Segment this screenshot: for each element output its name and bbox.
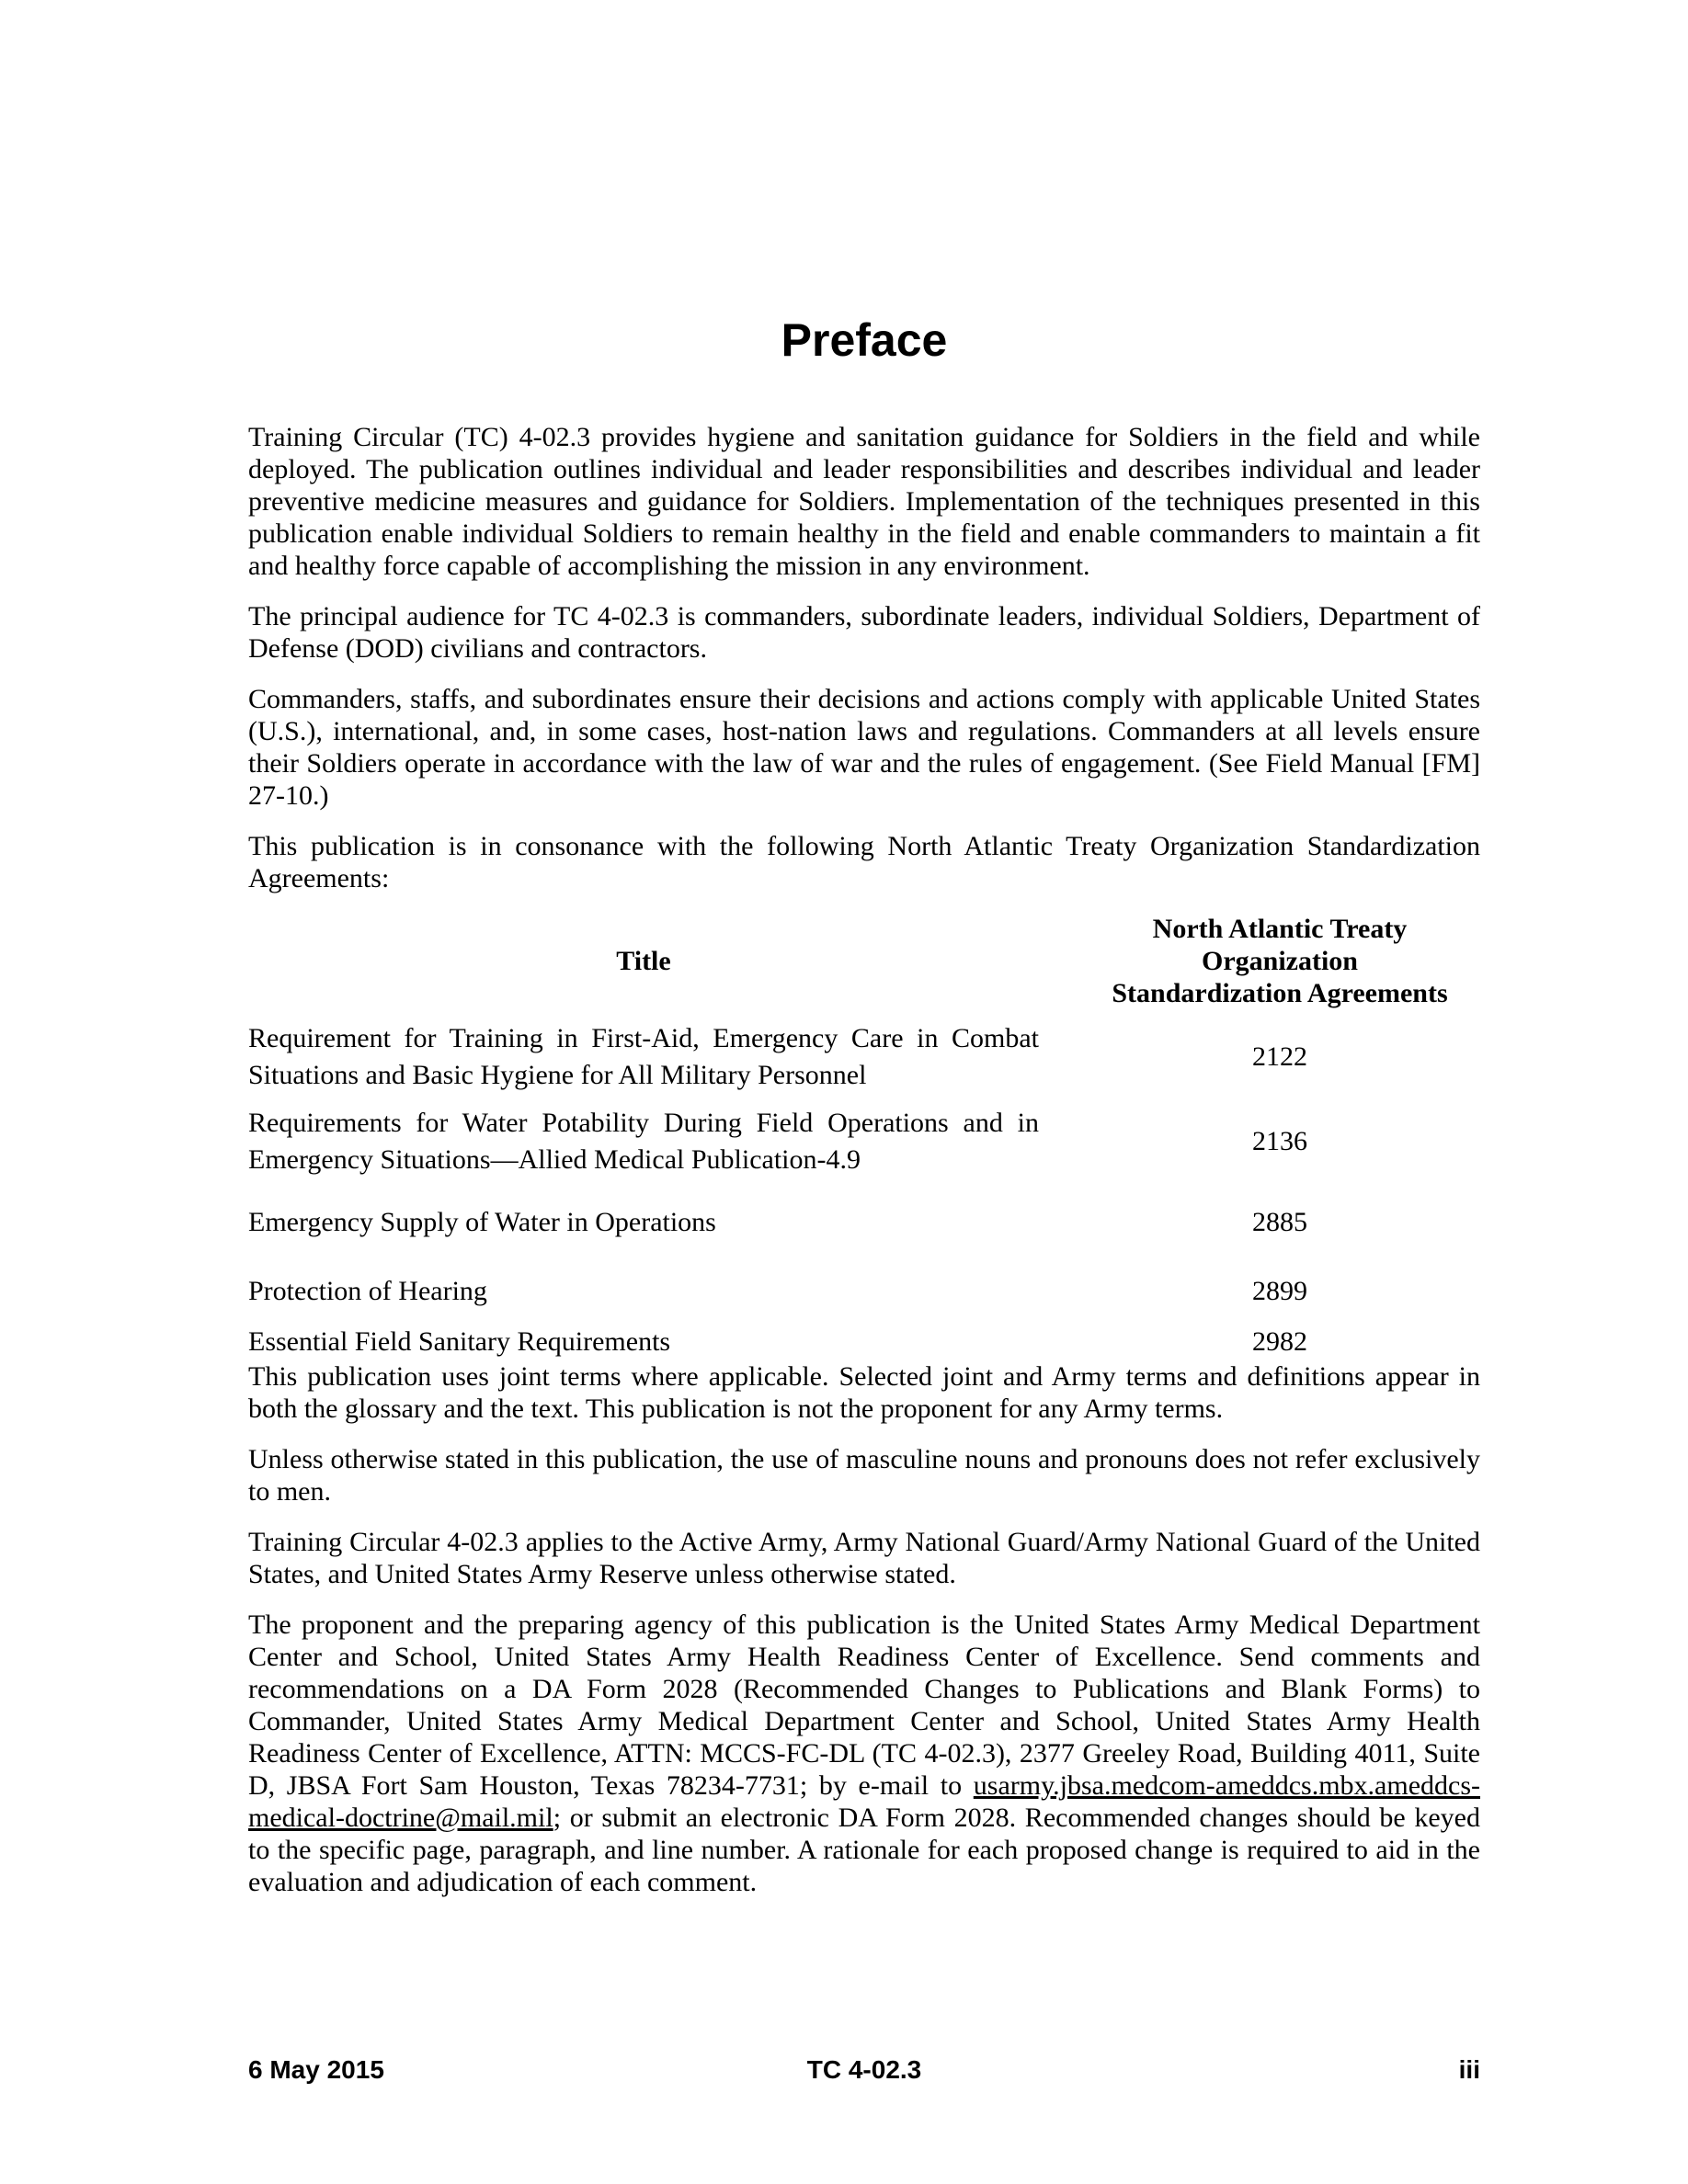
- paragraph-audience: The principal audience for TC 4-02.3 is commanders, subordinate leaders, individual Soldiers, Department of Defense (DOD) civilians and contractors.: [248, 601, 1480, 664]
- stanag-table-header: [248, 913, 1480, 1009]
- row-title: Requirement for Training in First-Aid, Emergency Care in Combat Situations and Basic Hygiene for All Military Personnel: [248, 1023, 1039, 1090]
- row-number: 2136: [1252, 1126, 1307, 1156]
- email-link[interactable]: usarmy.jbsa.medcom-ameddcs.mbx.ameddcs-medical-doctrine@mail.mil: [248, 1770, 1480, 1833]
- paragraph-intro: Training Circular (TC) 4-02.3 provides hygiene and sanitation guidance for Soldiers in the field and while deployed. The publication outlines individual and leader responsibilities and describes individual and leader preventive medicine measures and guidance for Soldiers. Implementation of the techniques presented in this publication enable individual Soldiers to remain healthy in the field and enable commanders to maintain a fit and healthy force capable of accomplishing the mission in any environment.: [248, 422, 1480, 581]
- paragraph-applicability: Training Circular 4-02.3 applies to the Active Army, Army National Guard/Army National Guard of the United States, and United States Army Reserve unless otherwise stated.: [248, 1527, 1480, 1589]
- table-header-nato-line1: North Atlantic Treaty Organization: [1152, 914, 1408, 976]
- row-number: 2122: [1252, 1041, 1307, 1072]
- footer-page-number: iii: [1458, 2055, 1480, 2084]
- table-header-nato: [1039, 913, 1480, 1009]
- proponent-text-before-email: The proponent and the preparing agency of this publication is the United States Army Medical Department Center and School, United States Army Health Readiness Center of Excellence. Send comments and recommendations on a DA Form 2028 (Recommended Changes to Publications and Blank Forms) to Commander, United States Army Medical Department Center and School, United States Army Health Readiness Center of Excellence, ATTN: MCCS-FC-DL (TC 4-02.3), 2377 Greeley Road, Building 4011, Suite D, JBSA Fort Sam Houston, Texas 78234-7731; by e-mail to: [248, 1610, 1480, 1801]
- table-row: [248, 1324, 1480, 1360]
- row-title: Essential Field Sanitary Requirements: [248, 1326, 671, 1357]
- row-title: Emergency Supply of Water in Operations: [248, 1207, 716, 1237]
- row-title: Protection of Hearing: [248, 1276, 487, 1306]
- row-number: 2982: [1252, 1326, 1307, 1357]
- paragraph-proponent: [248, 1609, 1480, 1898]
- stanag-table: [248, 913, 1480, 1360]
- page-content: [248, 0, 1480, 1917]
- paragraph-joint-terms: This publication uses joint terms where applicable. Selected joint and Army terms and definitions appear in both the glossary and the text. This publication is not the proponent for any Army terms.: [248, 1361, 1480, 1424]
- row-title: Requirements for Water Potability During Field Operations and in Emergency Situations—Allied Medical Publication-4.9: [248, 1108, 1039, 1175]
- paragraph-commanders: Commanders, staffs, and subordinates ensure their decisions and actions comply with applicable United States (U.S.), international, and, in some cases, host-nation laws and regulations. Commanders at all levels ensure their Soldiers operate in accordance with the law of war and the rules of engagement. (See Field Manual [FM] 27-10.): [248, 684, 1480, 811]
- footer-date: 6 May 2015: [248, 2055, 384, 2084]
- page-title: Preface: [781, 314, 948, 366]
- proponent-text-after-email: ; or submit an electronic DA Form 2028. Recommended changes should be keyed to the specific page, paragraph, and line number. A rationale for each proposed change is required to aid in the evaluation and adjudication of each comment.: [248, 1803, 1480, 1897]
- table-header-title: Title: [616, 946, 671, 976]
- table-row: [248, 1020, 1480, 1094]
- page-footer: [248, 2055, 1480, 2085]
- paragraph-masculine-nouns: Unless otherwise stated in this publication, the use of masculine nouns and pronouns does not refer exclusively to men.: [248, 1444, 1480, 1507]
- table-row: [248, 1105, 1480, 1178]
- table-row: [248, 1204, 1480, 1241]
- table-header-nato-line2: Standardization Agreements: [1112, 978, 1448, 1008]
- paragraph-consonance: This publication is in consonance with the following North Atlantic Treaty Organization Standardization Agreements:: [248, 831, 1480, 893]
- table-row: [248, 1273, 1480, 1310]
- row-number: 2885: [1252, 1207, 1307, 1237]
- footer-doc-number: TC 4-02.3: [806, 2055, 922, 2084]
- row-number: 2899: [1252, 1276, 1307, 1306]
